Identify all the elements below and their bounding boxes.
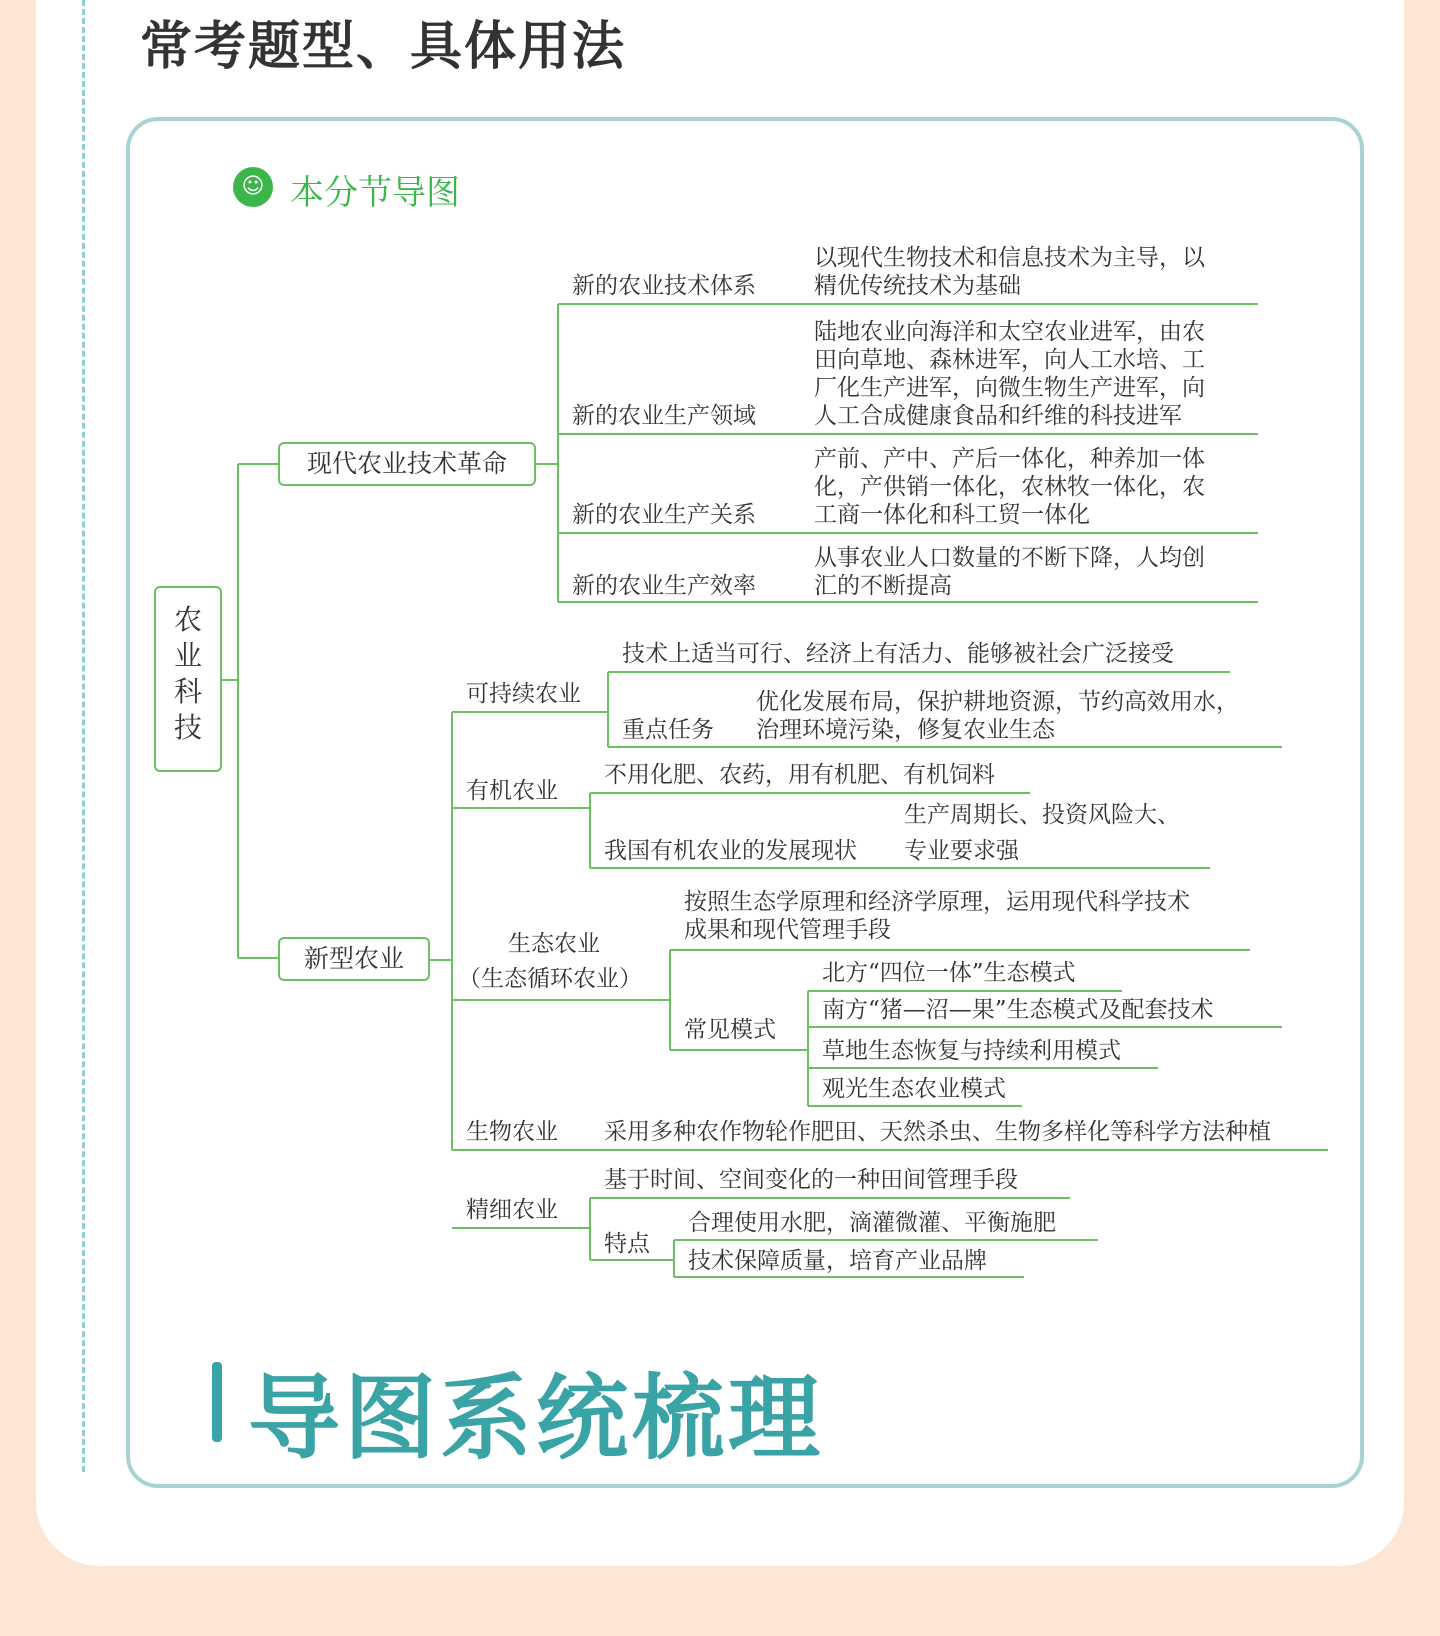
branch-modern-revolution: 现代农业技术革命 bbox=[278, 442, 536, 486]
node-precision: 精细农业 bbox=[466, 1197, 558, 1223]
node-sustainable: 可持续农业 bbox=[466, 681, 581, 707]
desc-organic-status: 生产周期长、投资风险大、 专业要求强 bbox=[904, 802, 1180, 864]
node-production-relation: 新的农业生产关系 bbox=[572, 502, 756, 528]
node-organic: 有机农业 bbox=[466, 778, 558, 804]
feature-item: 合理使用水肥，滴灌微灌、平衡施肥 bbox=[688, 1210, 1056, 1236]
node-tech-system: 新的农业技术体系 bbox=[572, 273, 756, 299]
mode-item: 南方“猪—沼—果”生态模式及配套技术 bbox=[822, 997, 1214, 1023]
chick-icon: ☺ bbox=[233, 167, 273, 207]
node-production-efficiency: 新的农业生产效率 bbox=[572, 573, 756, 599]
feature-item: 技术保障质量，培育产业品牌 bbox=[688, 1248, 987, 1274]
mode-item: 北方“四位一体”生态模式 bbox=[822, 960, 1076, 986]
mode-item: 草地生态恢复与持续利用模式 bbox=[822, 1038, 1121, 1064]
desc-precision: 基于时间、空间变化的一种田间管理手段 bbox=[604, 1167, 1018, 1193]
footer-accent-bar bbox=[212, 1362, 222, 1442]
node-organic-status: 我国有机农业的发展现状 bbox=[604, 838, 857, 864]
desc-key-tasks: 优化发展布局，保护耕地资源，节约高效用水， 治理环境污染，修复农业生态 bbox=[756, 689, 1239, 743]
mode-item: 观光生态农业模式 bbox=[822, 1076, 1006, 1102]
page-heading: 常考题型、具体用法 bbox=[140, 17, 627, 77]
node-eco: 生态农业 bbox=[508, 931, 600, 957]
node-production-field: 新的农业生产领域 bbox=[572, 403, 756, 429]
node-features: 特点 bbox=[604, 1231, 650, 1257]
desc-organic-rule: 不用化肥、农药，用有机肥、有机饲料 bbox=[604, 762, 995, 788]
section-title: 本分节导图 bbox=[290, 173, 460, 213]
desc-production-efficiency: 从事农业人口数量的不断下降，人均创 汇的不断提高 bbox=[814, 545, 1205, 599]
node-bio: 生物农业 bbox=[466, 1119, 558, 1145]
desc-production-field: 陆地农业向海洋和太空农业进军，由农 田向草地、森林进军，向人工水培、工 厂化生产进军，向微生物生产进军，向 人工合成健康食品和纤维的科技进军 bbox=[814, 319, 1205, 429]
branch-new-agriculture: 新型农业 bbox=[278, 937, 430, 981]
desc-eco-principle: 按照生态学原理和经济学原理，运用现代科学技术 成果和现代管理手段 bbox=[684, 889, 1190, 943]
node-key-tasks: 重点任务 bbox=[622, 717, 714, 743]
node-common-modes: 常见模式 bbox=[684, 1017, 776, 1043]
desc-production-relation: 产前、产中、产后一体化，种养加一体 化，产供销一体化，农林牧一体化，农 工商一体化和科工贸一体化 bbox=[814, 446, 1205, 528]
footer-title: 导图系统梳理 bbox=[248, 1365, 825, 1472]
desc-tech-system: 以现代生物技术和信息技术为主导，以 精优传统技术为基础 bbox=[814, 245, 1205, 299]
desc-sustainable-criteria: 技术上适当可行、经济上有活力、能够被社会广泛接受 bbox=[622, 641, 1174, 667]
root-node: 农 业 科 技 bbox=[154, 586, 222, 772]
desc-bio: 采用多种农作物轮作肥田、天然杀虫、生物多样化等科学方法种植 bbox=[604, 1119, 1271, 1145]
node-eco-sub: （生态循环农业） bbox=[458, 966, 642, 992]
